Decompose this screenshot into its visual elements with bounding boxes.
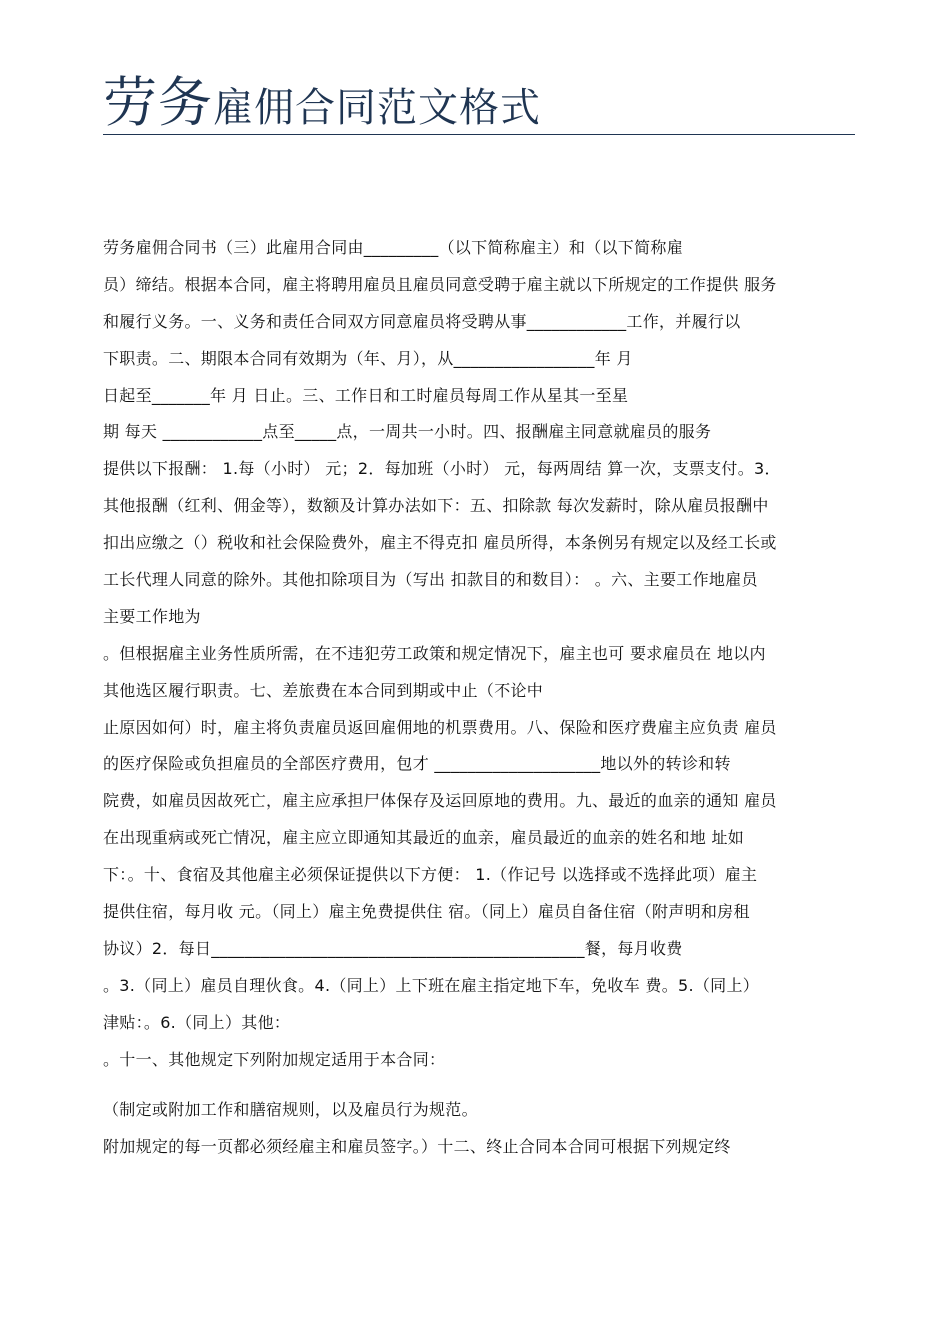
- body-line: 提供以下报酬： 1.每（小时） 元；2．每加班（小时） 元，每两周结 算一次，支票支付。3．: [103, 459, 781, 479]
- body-line: 提供住宿，每月收 元。（同上）雇主免费提供住 宿。（同上）雇员自备住宿（附声明和房租: [103, 902, 750, 922]
- body-line: 主要工作地为: [103, 606, 201, 626]
- body-line: （制定或附加工作和膳宿规则，以及雇员行为规范。: [103, 1100, 478, 1120]
- body-line: 员）缔结。根据本合同，雇主将聘用雇员且雇员同意受聘于雇主就以下所规定的工作提供 服务: [103, 274, 777, 294]
- body-line: 其他报酬（红利、佣金等），数额及计算办法如下：五、扣除款 每次发薪时，除从雇员报酬中: [103, 496, 769, 516]
- body-line: 工长代理人同意的除外。其他扣除项目为（写出 扣款目的和数目）： 。六、主要工作地雇员: [103, 570, 758, 590]
- body-line: 劳务雇佣合同书（三）此雇用合同由_________（以下简称雇主）和（以下简称雇: [103, 238, 684, 257]
- body-line: 。但根据雇主业务性质所需，在不违犯劳工政策和规定情况下，雇主也可 要求雇员在 地以内: [103, 643, 766, 663]
- body-line: 在出现重病或死亡情况，雇主应立即通知其最近的血亲，雇员最近的血亲的姓名和地 址如: [103, 828, 745, 848]
- body-line: 下：。十、食宿及其他雇主必须保证提供以下方便： 1.（作记号 以选择或不选择此项）雇主: [103, 865, 758, 885]
- body-line: 下职责。二、期限本合同有效期为（年、月），从_________________年 月: [103, 348, 633, 368]
- body-line: 。3.（同上）雇员自理伙食。4.（同上）上下班在雇主指定地下车，免收车 费。5.（同上）: [103, 975, 760, 995]
- body-line: 和履行义务。一、义务和责任合同双方同意雇员将受聘从事____________工作，并履行以: [103, 311, 741, 331]
- title-rest: 雇佣合同范文格式: [213, 85, 541, 131]
- body-line: 日起至_______年 月 日止。三、工作日和工时雇员每周工作从星其一至星: [103, 385, 629, 405]
- body-line: 止原因如何）时，雇主将负责雇员返回雇佣地的机票费用。八、保险和医疗费雇主应负责 雇员: [103, 717, 777, 737]
- body-line: 津贴：。6.（同上）其他：: [103, 1012, 291, 1032]
- body-line: 其他选区履行职责。七、差旅费在本合同到期或中止（不论中: [103, 680, 544, 700]
- title-prefix: 劳务: [103, 71, 213, 134]
- document-title: [103, 72, 855, 135]
- body-line: 的医疗保险或负担雇员的全部医疗费用，包才 ____________________地以外的转诊和转: [103, 754, 731, 774]
- contract-body: [103, 230, 855, 1166]
- body-line: 院费，如雇员因故死亡，雇主应承担尸体保存及运回原地的费用。九、最近的血亲的通知 雇员: [103, 791, 777, 811]
- body-line: 协议）2．每日_____________________________________________餐，每月收费: [103, 938, 683, 958]
- body-line: 附加规定的每一页都必须经雇主和雇员签字。）十二、终止合同本合同可根据下列规定终: [103, 1137, 731, 1157]
- body-line: 扣出应缴之（）税收和社会保险费外，雇主不得克扣 雇员所得，本条例另有规定以及经工长或: [103, 533, 777, 553]
- body-line: 。十一、其他规定下列附加规定适用于本合同：: [103, 1049, 446, 1069]
- body-line: 期 每天 ____________点至_____点，一周共一小时。四、报酬雇主同意就雇员的服务: [103, 422, 712, 442]
